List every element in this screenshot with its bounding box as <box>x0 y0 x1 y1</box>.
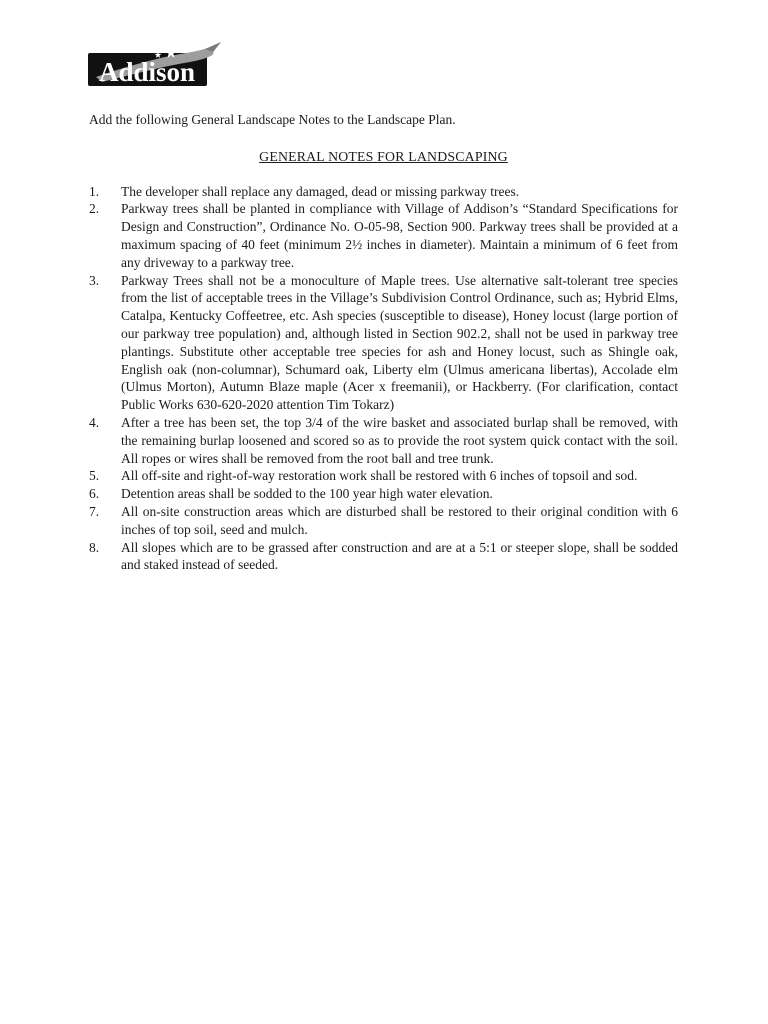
note-item-4 <box>89 414 678 467</box>
note-number: 7. <box>89 503 100 519</box>
note-text: Parkway Trees shall not be a monoculture of Maple trees. Use alternative salt-tolerant tree species from the list of acceptable trees in the Village’s Subdivision Control Ordinance, such as; Hybrid Elms, Catalpa, Kentucky Coffeetree, etc. Ash species (susceptible to disease), Honey locust (large portion of our parkway tree population) and, although listed in Section 902.2, shall not be used in parkway tree plantings. Substitute other acceptable tree species for ash and Honey locust, such as Shingle oak, English oak (non-columnar), Schumard oak, Liberty elm (Ulmus americana libertas), Accolade elm (Ulmus Morton), Autumn Blaze maple (Acer x freemanii), or Hackberry. (For clarification, contact Public Works 630-620-2020 attention Tim Tokarz) <box>121 272 678 413</box>
note-number: 6. <box>89 486 100 502</box>
note-item-3 <box>89 272 678 414</box>
note-item-7 <box>89 503 678 539</box>
note-item-6 <box>89 485 678 503</box>
page-title: GENERAL NOTES FOR LANDSCAPING <box>259 148 508 164</box>
note-item-5 <box>89 467 678 485</box>
note-number: 3. <box>89 272 100 288</box>
note-text: All on-site construction areas which are disturbed shall be restored to their original condition with 6 inches of top soil, seed and mulch. <box>121 503 678 537</box>
note-number: 1. <box>89 183 100 199</box>
addison-logo-graphic <box>86 40 226 92</box>
note-number: 2. <box>89 201 100 217</box>
note-item-2 <box>89 200 678 271</box>
notes-list <box>89 183 678 575</box>
note-number: 8. <box>89 539 100 555</box>
intro-line: Add the following General Landscape Notes to the Landscape Plan. <box>89 112 456 127</box>
note-text: Detention areas shall be sodded to the 100 year high water elevation. <box>121 486 493 502</box>
logo-wordmark: Addison <box>98 57 196 87</box>
note-item-8 <box>89 539 678 575</box>
note-item-1 <box>89 183 678 201</box>
note-text: The developer shall replace any damaged, dead or missing parkway trees. <box>121 183 520 199</box>
addison-logo <box>86 40 226 92</box>
note-number: 4. <box>89 414 100 430</box>
note-text: Parkway trees shall be planted in compliance with Village of Addison’s “Standard Specifications for Design and Construction”, Ordinance No. O-05-98, Section 900. Parkway trees shall be provided at a maximum spacing of 40 feet (minimum 2½ inches in diameter). Maintain a minimum of 6 feet from any driveway to a parkway tree. <box>121 201 678 270</box>
note-number: 5. <box>89 468 100 484</box>
document-body <box>89 111 678 574</box>
note-text: After a tree has been set, the top 3/4 of the wire basket and associated burlap shall be removed, with the remaining burlap loosened and scored so as to provide the root system quick contact with the soil. All ropes or wires shall be removed from the root ball and tree trunk. <box>121 414 678 466</box>
note-text: All off-site and right-of-way restoration work shall be restored with 6 inches of topsoil and sod. <box>121 468 638 484</box>
note-text: All slopes which are to be grassed after construction and are at a 5:1 or steeper slope, shall be sodded and staked instead of seeded. <box>121 539 678 573</box>
